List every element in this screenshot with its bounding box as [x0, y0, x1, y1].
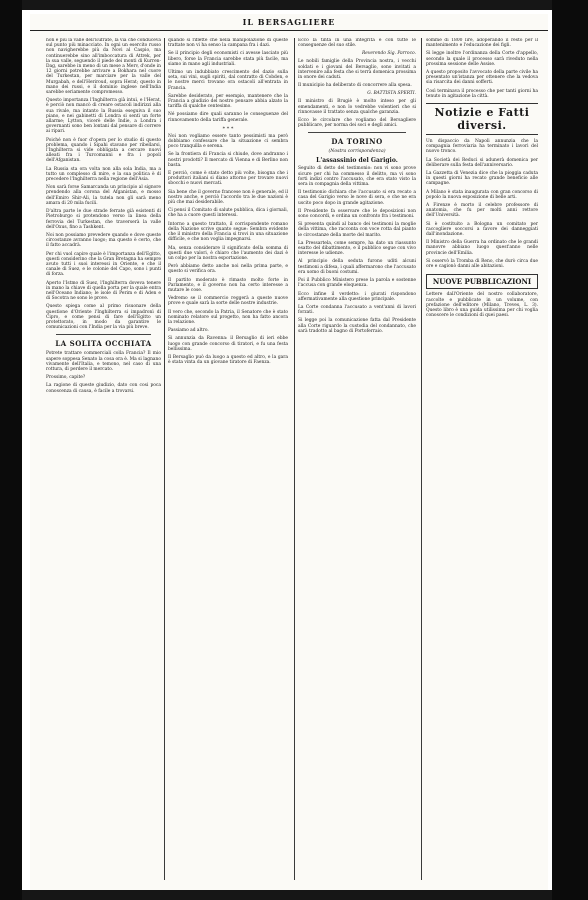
paragraph: Così terminava il processo che per tanti giorni ha tenuto in agitazione la città.: [426, 88, 538, 99]
signature-line: G. BATTISTA SPERTI.: [367, 91, 416, 97]
paragraph: Il testimonio dichiara che l'accusato si era recato a casa del Garigio verso le nove di sera, e che ne era uscito poco dopo in grande agitazione.: [298, 190, 416, 206]
paragraph: Si osservò la Tromba di Reno, che durò circa due ore e cagionò danni alle abitazioni.: [426, 258, 538, 270]
paragraph: La Russia sta ora volta non alla sola India, ma a tutto un complesso di mire, e la sua politica è di precedere l'Inghilterra nella regione dell'Asia.: [46, 166, 161, 183]
paragraph: Un dispaccio da Napoli annunzia che la compagnia ferroviaria ha terminato i lavori del nuovo tronco.: [426, 139, 538, 155]
paragraph: Il municipio ha deliberato di concorrere alla spesa.: [298, 83, 412, 89]
section-heading-publications: NUOVE PUBBLICAZIONI: [426, 274, 538, 289]
column-rule: [421, 38, 422, 880]
paragraph: A Milano è stata inaugurata con gran concorso di popolo la nuova esposizione di belle arti.: [426, 189, 538, 200]
paragraph: Al principio della seduta furono uditi alcuni testimoni a difesa, i quali affermarono che l'accusato era uomo di buoni costumi.: [298, 259, 416, 275]
paragraph: Le nobili famiglie della Provincia nostra, i vecchi soldati e i giovani del Bersaglio, sono invitati a intervenire alla festa che si terrà domenica prossima in onore dei caduti.: [298, 59, 416, 81]
paragraph: La ragione di queste giudizio, dato con cosi poca conoscenza di causa, è facile a trovarsi.: [46, 383, 161, 394]
signature-line: Reverendo Sig. Parroco.: [361, 51, 416, 57]
paragraph: Potrete trattare commerciali colla Francia? Il mio sapere soppesa Senato la cosa ora è. Ma si lagnano vivamente dell'Italia, e temono, nel caso di una rottura, di perdere il mercato.: [46, 351, 161, 372]
paragraph: Ultimo un indubbiato crescimento del dazio sulla seta, sui vini, sugli spiriti, dal contratto di Cobden, e le nostre merci trovano ora ostacoli all'entrata in Francia.: [168, 70, 288, 91]
paragraph: Però abbiamo detto anche noi nella prima parte, e questo si verifica ora.: [168, 264, 288, 275]
scan-bottom-border: [22, 890, 552, 900]
paragraph: Per chi vuol capire quale è l'importanza dell'Egitto, questi considerino che la Gran Bretagna ha sempre avuto tutti i suoi interessi in Oriente, e che il canale di Suez, e le colonie del Capo, sono i punti di forza.: [46, 251, 161, 278]
paragraph: somme di 1800 lire, adoperando il resto per il mantenimento e l'educazione dei figli.: [426, 38, 538, 49]
divider: [56, 334, 151, 335]
paragraph: Il Bersaglio può da luogo a questo ed altro, e la gara è stata vinta da un giovane tiratore di Faenza.: [168, 354, 288, 366]
paragraph: La Società dei Reduci si adunerà domenica per deliberare sulla festa dell'anniversario.: [426, 157, 538, 168]
paragraph: Questo spiega come al primo risuonare della questione d'Oriente l'Inghilterra si impadronì di Cipro, e come pensi di fare dell'Egitto un protettorato, in modo da garantire le comunicazioni con l'India per la via più breve.: [46, 304, 161, 331]
article-heading: L'assassinio del Garigio.: [316, 157, 398, 165]
paragraph: Si legge inoltre l'ordinanza della Corte d'appello, secondo la quale il processo sarà riveduto nella prossima sessione delle Assise.: [426, 51, 538, 67]
paragraph: A Firenze è morto il celebre professore di anatomia, che fu per molti anni rettore dell'Università.: [426, 203, 538, 219]
paragraph: Passiamo ad altro.: [168, 328, 209, 334]
paragraph: Il ministro di Brugiè è molto inteso per gli emendamenti, e non lo vedrebbe volentieri che si rinnovasse il trattato senza qualche garanzia.: [298, 99, 416, 115]
paragraph: quando si riflette che nella manipolazione di queste trattate non vi ha senso la campana fra i dazi.: [168, 38, 288, 49]
paragraph: Si annunzia da Ravenna: il Bersaglio di ieri ebbe luogo con grande concorso di tiratori, e fu una festa bellissima.: [168, 336, 288, 352]
divider: [308, 132, 406, 133]
section-heading: LA SOLITA OCCHIATA: [55, 339, 152, 349]
paragraph: D'altra parte le due strade ferrate già esistenti di Pietroburgo si protendono verso la linea della ferrovia del Turkestan, che traverserà la valle dell'Oxus, fino a Tashkent.: [46, 209, 161, 230]
paragraph: Vedremo se il commercio reggerà a queste nuove prove e quale sarà la sorte delle nostre industrie.: [168, 296, 288, 307]
paragraph: Si legge poi la comunicazione fatta dal Presidente alla Corte riguardo la custodia del condannato, che sarà tradotto al bagno di Portoferraio.: [298, 318, 416, 334]
separator-stars: * * *: [222, 125, 234, 132]
column-rule: [294, 38, 295, 880]
section-heading: DA TORINO: [331, 137, 383, 147]
section-heading-news: Notizie e Fatti diversi.: [426, 103, 538, 135]
section-subtitle: (Nostra corrispondenza): [328, 149, 386, 155]
paragraph: Poi il Pubblico Ministero prese la parola e sostenne l'accusa con grande eloquenza.: [298, 278, 416, 289]
page-header: IL BERSAGLIERE: [30, 14, 548, 31]
paragraph: Noi non vogliamo essere tanto pessimisti ma però dobbiamo confessare che la situazione ci sembra poco tranquilla e serena.: [168, 133, 288, 150]
paragraph: A questo proposito l'avvocato della parte civile ha presentato un'istanza per ottenere che la vedova sia risarcita dei danni sofferti.: [426, 70, 538, 86]
paragraph: Aperto l'Istmo di Suez, l'Inghilterra doveva tenere in mano la chiave di quella porta per la quale entra nell'Oceano Indiano; le isole di Perim e di Aden e di Socotra ne sono le prove.: [46, 280, 161, 302]
paragraph: Sarebbe desiderato, per esempio, mantenere che la Francia a giudizio del nostro pensare abbia alzato la tariffa di qualche centesimo.: [168, 93, 288, 110]
paragraph: Il Ministro della Guerra ha ordinato che le grandi manovre abbiano luogo quest'anno nelle provincie dell'Emilia.: [426, 240, 538, 256]
paragraph: La Pressartela, come sempre, ha dato un riassunto esatto del dibattimento, e il pubblico segue con vivo interesse le udienze.: [298, 240, 416, 257]
paragraph: Il partito moderato è rimasto molto forte in Parlamento, e il governo non ha certo interesse a mutare le cose.: [168, 277, 288, 293]
paragraph: Lettere dall'Oriente del nostro collaboratore, raccolte e pubblicate in un volume, con prefazione dell'editore (Milano, Treves, L. 3). Questo libro è una guida utilissima per chi voglia conoscere le condizioni di quei paesi.: [426, 292, 538, 319]
paragraph: Ma, senza considerare il significato della somma di questi due valori, è chiaro che l'aumento dei dazi è un colpo per la nostra esportazione.: [168, 245, 288, 261]
paragraph: E perciò, come è stato detto più volte, bisogna che i produttori italiani si diano attorno per trovare nuovi sbocchi e nuovi mercati.: [168, 171, 288, 187]
scan-left-border: [0, 0, 22, 900]
paragraph: La Corte condanna l'accusato a vent'anni di lavori forzati.: [298, 304, 416, 316]
column-2: [168, 38, 288, 880]
paragraph: non è più la valle dell'Eufrate, la via che conduceva sul punto più minacciato. In ogni un esercito russo non navigherebbe più da Novi al Caspio, ma continuerebbe sino all'imboccatura di Attrek, per la sua valle, seguendo il piede dei monti di Kurren-Dag, sarebbe in meno di un mese a Merv, d'onde in 12 giorni potrebbe arrivare a Bokhara nel cuore del Turkestan, per marciare per la valle del Murgabah, e dell'Heriroud, sopra Herat; questo in mano dei russi, e il dominio inglese nell'India sarebbe seriamente compromesso.: [46, 38, 161, 96]
paragraph: Seguito di detto del testimonio: non vi sono prove sicure per chi ha commesso il delitto, ma vi sono forti indizi contro l'accusato, che era stato visto la sera in compagnia della vittima.: [298, 166, 416, 188]
paragraph: Se il principio degli economisti ci avesse lasciato più libero, forse la Francia sarebbe stata più facile, ma siamo in mano agli industriali.: [168, 51, 288, 67]
paragraph: Ci pensi il Comitato di salute pubblica, dica i giornali, che ha a cuore questi interessi.: [168, 208, 288, 219]
paragraph: Noi non possiamo prevedere quando e dove queste circostanze avranno luogo; ma questo è certo, che il fatto accadrà.: [46, 232, 161, 249]
column-3: [298, 38, 416, 880]
column-4: [426, 38, 538, 880]
column-1: [46, 38, 161, 880]
paragraph: Intorno a questo trattato, il corrispondente romano della Nazione scrive quanto segue: Sembra evidente che il ministro della Francia si trovi in una situazione difficile, e che non voglia impegnarsi.: [168, 221, 288, 243]
column-rule: [164, 38, 165, 880]
newspaper-page: [30, 14, 548, 890]
scan-right-border: [552, 0, 588, 900]
paragraph: La Gazzetta di Venezia dice che la pioggia caduta in questi giorni ha recato grande beneficio alle campagne.: [426, 171, 538, 187]
paragraph: Non sarà forse Samarcanda un principio al signore prendendo alla corona del Afganistan, e mosso dell'Emiro Shir-Ali, la tutela non gli sarà meno amara di 20 mila fucili.: [46, 185, 161, 206]
paragraph: Poiché non è fuor d'opera per lo studio di questo problema, quando i Sipahi stavano per ribellarsi, l'Inghilterra si vide obbligata a cercare nuovi alleati fra i Turcomanni e fra i popoli dell'Afganistan.: [46, 137, 161, 164]
paragraph: Il vero che, secondo la Patria, il Senatore che è stato nominato relatore sul progetto, non ha fatto ancora la relazione.: [168, 309, 288, 325]
paragraph: Né possiamo dire quali saranno le conseguenze del rinnovamento della tariffa generale.: [168, 112, 288, 123]
paragraph: Il Presidente fa osservare che le deposizioni non sono concordi, e ordina un confronto fra i testimoni.: [298, 208, 416, 220]
paragraph: Questo importanza l'Inghilterra già intuì, e l'Herat, è perciò non mancò di creare ostacoli indirizzi alla sua rivale, ma intanto la Russia eseguiva il suo piano, e nei gabinetti di Londra si sentì un forte allarme; Lytton, vicerè delle Indie, a Londra i governanti sono ben lontani dal pensare di correre ai ripari.: [46, 98, 161, 135]
paragraph: Si presenta quindi al banco dei testimoni la moglie della vittima, che racconta con voce rotta dal pianto le circostanze della morte del marito.: [298, 222, 416, 238]
paragraph: Ecco infine il verdetto: i giurati rispondono affermativamente alla questione principale.: [298, 291, 416, 302]
paragraph: Ecco le circolare che vogliamo del Bersagliere pubblicare, per norma dei soci e degli amici.: [298, 118, 416, 129]
paragraph: Prossimo, capite?: [46, 375, 86, 381]
paragraph: Sia bene che il governo francese non è generale, ed il nostro anche, e perciò l'accordo tra le due nazioni è più che mai desiderabile.: [168, 189, 288, 206]
paragraph: Ecco la tinta in una integrità e con tutte le conseguenze del suo stile.: [298, 38, 416, 49]
paragraph: Si è costituito a Bologna un comitato per raccogliere soccorsi a favore dei danneggiati dall'inondazione.: [426, 221, 538, 238]
paragraph: Se la frontiera di Francia si chiude, dove andranno i nostri prodotti? Il mercato di Vienna e di Berlino non basta.: [168, 152, 288, 168]
scan-top-border: [22, 0, 552, 10]
